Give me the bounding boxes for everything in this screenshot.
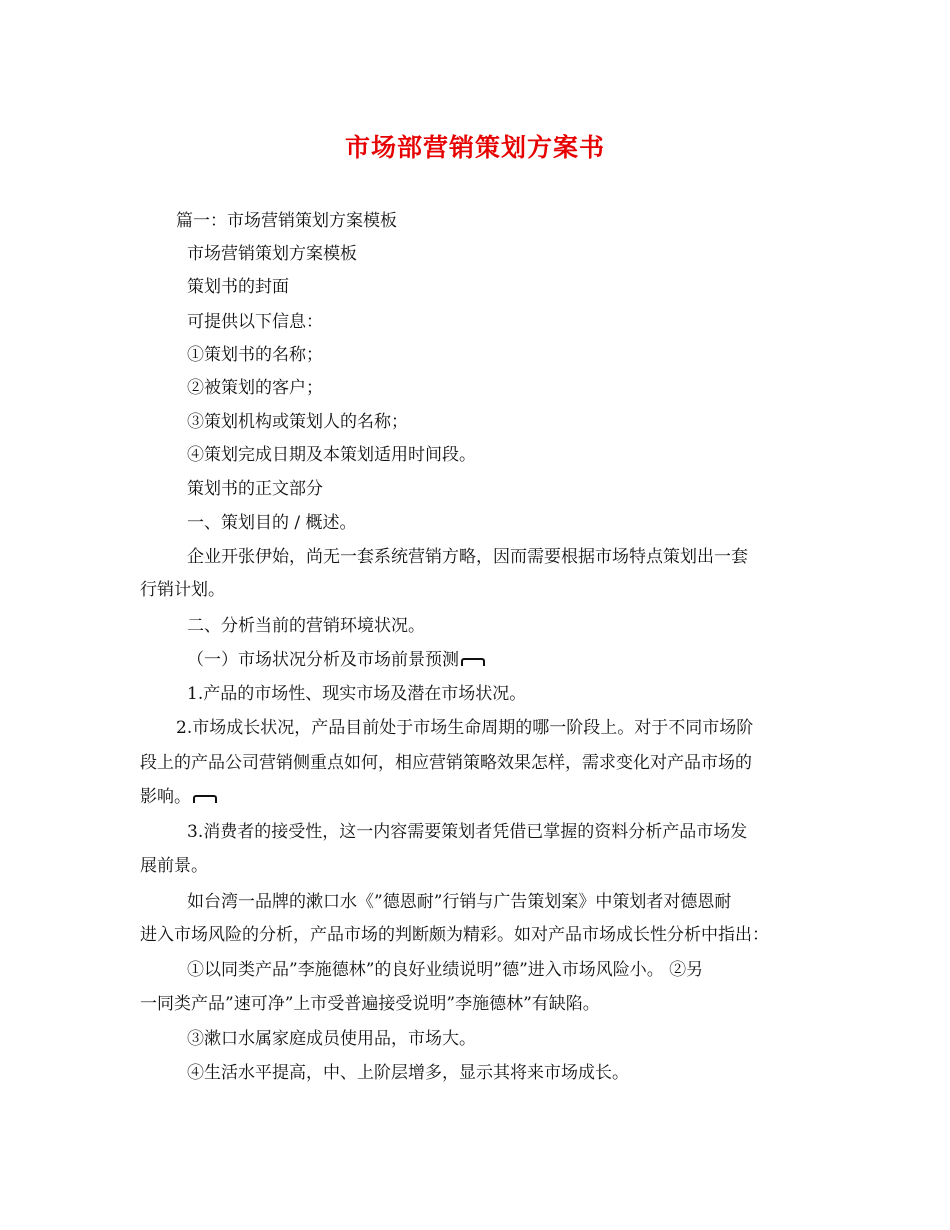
section-heading: 一、策划目的 / 概述。 [187,513,357,533]
bracket-mark-icon [461,658,485,666]
paragraph: 段上的产品公司营销侧重点如何，相应营销策略效果怎样，需求变化对产品市场的 [140,753,752,773]
paragraph: 策划书的封面 [187,277,289,297]
section-heading: 二、分析当前的营销环境状况。 [187,616,425,636]
paragraph: 一同类产品”速可净”上市受普遍接受说明”李施德林”有缺陷。 [140,994,600,1014]
list-item: ③漱口水属家庭成员使用品，市场大。 [187,1029,476,1049]
paragraph: 企业开张伊始，尚无一套系统营销方略，因而需要根据市场特点策划出一套 [187,547,748,567]
paragraph: 进入市场风险的分析，产品市场的判断颇为精彩。如对产品市场成长性分析中指出： [140,925,769,945]
paragraph: 策划书的正文部分 [187,479,323,499]
section-heading: 篇一：市场营销策划方案模板 [176,211,397,231]
list-item: ④生活水平提高，中、上阶层增多，显示其将来市场成长。 [187,1063,629,1083]
paragraph: 市场营销策划方案模板 [187,244,357,264]
list-item: 2.市场成长状况，产品目前处于市场生命周期的哪一阶段上。对于不同市场阶 [176,718,754,738]
list-item: 3.消费者的接受性，这一内容需要策划者凭借已掌握的资料分析产品市场发 [187,822,748,842]
list-item: ①策划书的名称； [187,345,323,365]
document-title: 市场部营销策划方案书 [344,133,605,162]
paragraph: 行销计划。 [140,580,225,600]
paragraph: 如台湾一品牌的漱口水《”德恩耐”行销与广告策划案》中策划者对德恩耐 [187,892,732,912]
paragraph [140,785,217,809]
bracket-mark-icon [193,795,217,803]
list-item: ②被策划的客户； [187,378,323,398]
list-item: ④策划完成日期及本策划适用时间段。 [187,445,476,465]
subsection-heading [187,648,485,672]
list-item: 1.产品的市场性、现实市场及潜在市场状况。 [187,684,527,704]
paragraph-text: 影响。 [140,787,191,807]
paragraph: 可提供以下信息： [187,312,323,332]
paragraph: 展前景。 [140,856,208,876]
list-item: ①以同类产品”李施德林”的良好业绩说明”德”进入市场风险小。 ②另 [187,960,704,980]
list-item: ③策划机构或策划人的名称； [187,412,408,432]
subsection-heading-text: （一）市场状况分析及市场前景预测 [187,650,459,670]
